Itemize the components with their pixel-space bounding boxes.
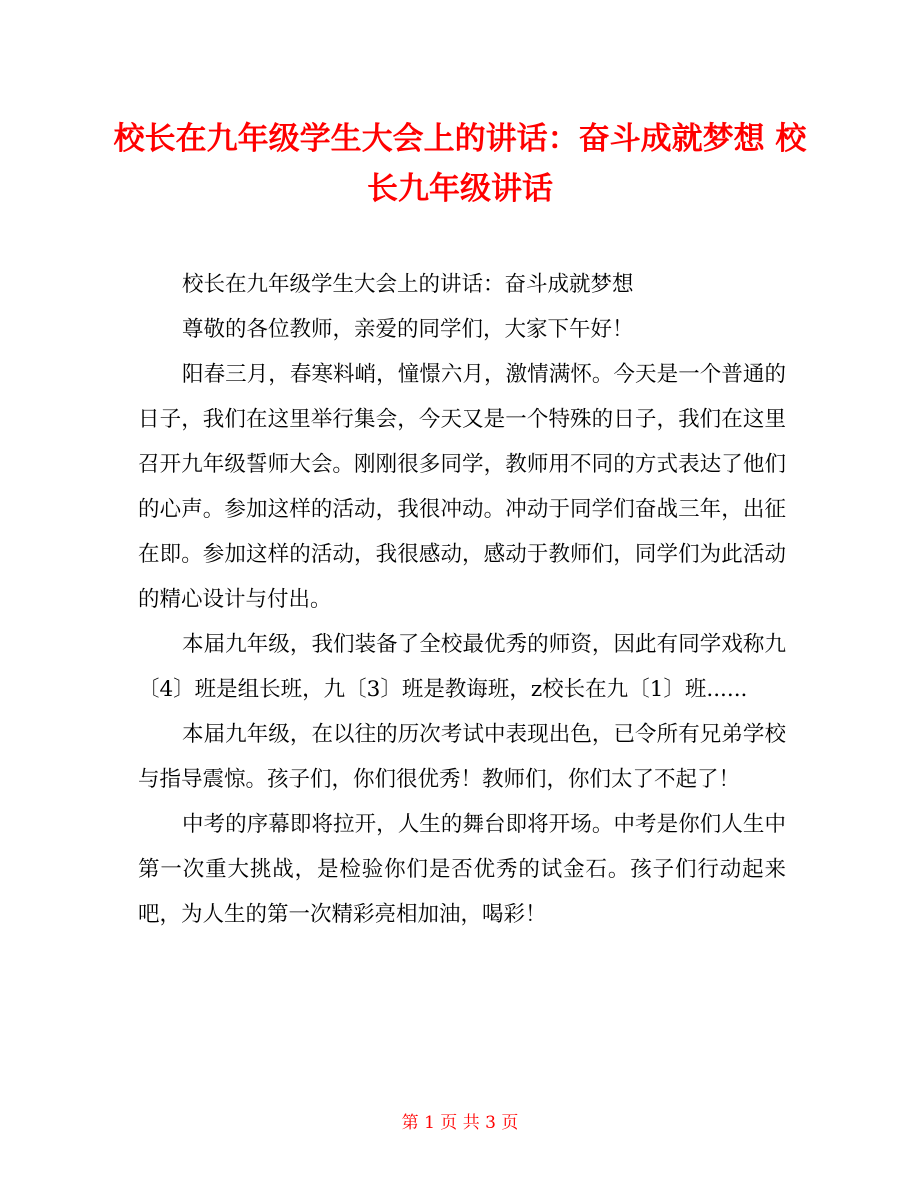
document-body <box>138 262 786 937</box>
page-number-footer: 第 1 页 共 3 页 <box>401 1113 519 1133</box>
paragraph-achievements: 本届九年级，在以往的历次考试中表现出色，已令所有兄弟学校与指导震惊。孩子们，你们很优秀！教师们，你们太了不起了！ <box>138 722 786 792</box>
document-title: 校长在九年级学生大会上的讲话：奋斗成就梦想 校长九年级讲话 <box>113 121 807 207</box>
paragraph-exam: 中考的序幕即将拉开，人生的舞台即将开场。中考是你们人生中第一次重大挑战，是检验你们是否优秀的试金石。孩子们行动起来吧，为人生的第一次精彩亮相加油，喝彩！ <box>138 812 786 927</box>
paragraph-opening: 阳春三月，春寒料峭，憧憬六月，激情满怀。今天是一个普通的日子，我们在这里举行集会，今天又是一个特殊的日子，我们在这里召开九年级誓师大会。刚刚很多同学，教师用不同的方式表达了他们的心声。参加这样的活动，我很冲动。冲动于同学们奋战三年，出征在即。参加这样的活动，我很感动，感动于教师们，同学们为此活动的精心设计与付出。 <box>138 362 786 612</box>
paragraph-greeting: 尊敬的各位教师，亲爱的同学们，大家下午好！ <box>182 317 634 342</box>
paragraph-teachers: 本届九年级，我们装备了全校最优秀的师资，因此有同学戏称九〔4〕班是组长班，九〔3〕班是教诲班，z校长在九〔1〕班...... <box>138 632 786 702</box>
paragraph-subtitle: 校长在九年级学生大会上的讲话：奋斗成就梦想 <box>182 272 634 297</box>
